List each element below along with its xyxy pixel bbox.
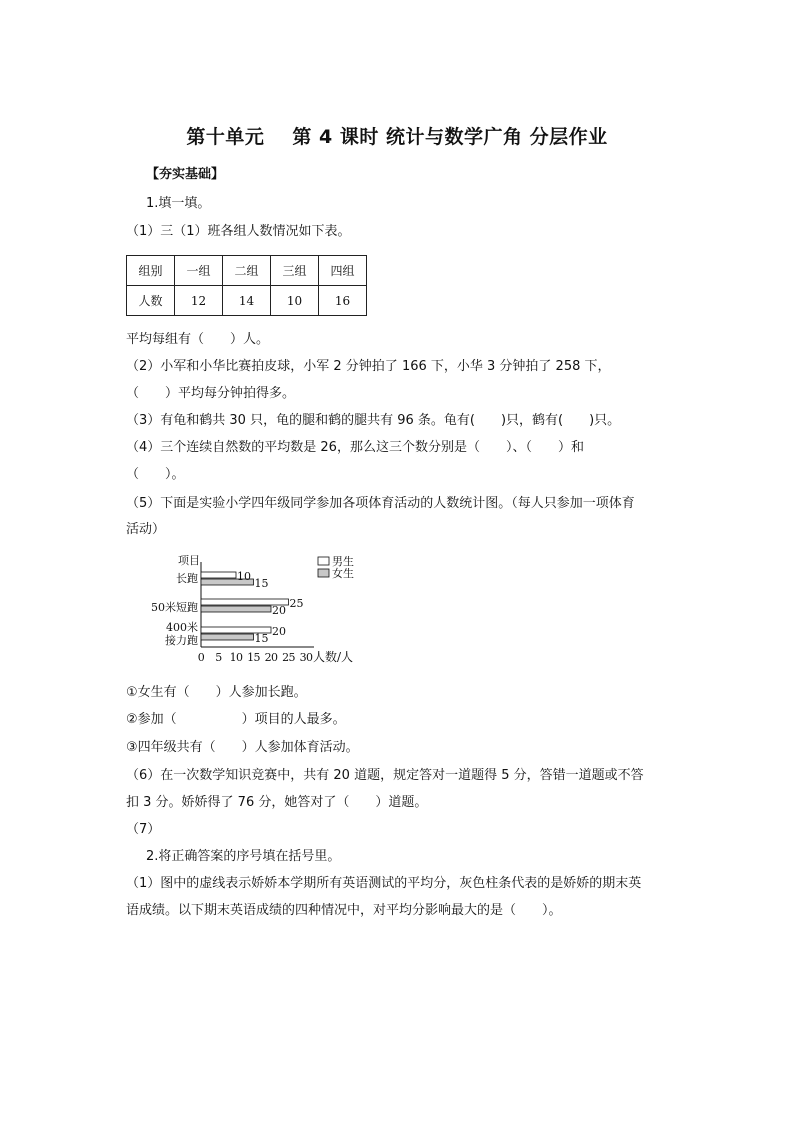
- x-tick-label: 0: [197, 651, 205, 664]
- q1-p4-line2: （ ）。: [126, 467, 185, 482]
- table-cell: 三组: [271, 256, 319, 286]
- lesson-title: 第 4 课时 统计与数学广角 分层作业: [292, 126, 608, 148]
- q1-heading: 1.填一填。: [146, 196, 211, 211]
- q1-p3: （3）有龟和鹤共 30 只，龟的腿和鹤的腿共有 96 条。龟有( )只，鹤有( )只。: [126, 413, 621, 428]
- sports-bar-chart: [128, 548, 378, 670]
- table-cell: 人数: [127, 286, 175, 316]
- bar-value-label: 10: [237, 570, 251, 583]
- bar-value-label: 15: [254, 632, 269, 645]
- q1-p2-line2: （ ）平均每分钟拍得多。: [126, 386, 296, 401]
- x-tick-label: 20: [264, 651, 278, 664]
- q1-p1-question: 平均每组有（ ）人。: [126, 332, 270, 347]
- table-row: [127, 256, 367, 286]
- q1-p1-intro: （1）三（1）班各组人数情况如下表。: [126, 224, 351, 239]
- q1-p5-line1: （5）下面是实验小学四年级同学参加各项体育活动的人数统计图。（每人只参加一项体育: [126, 496, 635, 511]
- bar-boys: [201, 572, 236, 578]
- q1-p5-sub3: ③四年级共有（ ）人参加体育活动。: [126, 740, 359, 755]
- q1-p5-line2: 活动）: [126, 522, 166, 537]
- bar-girls: [201, 634, 254, 640]
- legend-swatch: [318, 557, 329, 565]
- bar-girls: [201, 606, 271, 612]
- x-tick-label: 30: [299, 651, 313, 664]
- table-cell: 组别: [127, 256, 175, 286]
- x-tick-label: 15: [247, 651, 260, 664]
- x-tick-label: 5: [215, 651, 222, 664]
- table-cell: 14: [223, 286, 271, 316]
- q1-p6-line1: （6）在一次数学知识竞赛中，共有 20 道题，规定答对一道题得 5 分，答错一道题或不答: [126, 768, 644, 783]
- q2-heading: 2.将正确答案的序号填在括号里。: [146, 849, 341, 864]
- q1-p5-sub1: ①女生有（ ）人参加长跑。: [126, 685, 307, 700]
- y-axis-label: 项目: [178, 554, 200, 567]
- table-cell: 10: [271, 286, 319, 316]
- table-cell: 一组: [175, 256, 223, 286]
- page-title: [0, 122, 794, 149]
- legend-label: 女生: [332, 567, 354, 580]
- q1-p4-line1: （4）三个连续自然数的平均数是 26，那么这三个数分别是（ ）、（ ）和: [126, 440, 584, 455]
- group-count-table: [126, 255, 367, 316]
- q1-p7: （7）: [126, 822, 161, 837]
- bar-value-label: 25: [289, 597, 304, 610]
- legend-label: 男生: [332, 555, 354, 568]
- category-label: 长跑: [176, 572, 198, 585]
- chart-legend: [318, 554, 354, 580]
- q2-p1-line2: 语成绩。以下期末英语成绩的四种情况中，对平均分影响最大的是（ ）。: [126, 903, 562, 918]
- unit-title: 第十单元: [186, 126, 265, 148]
- table-row: [127, 286, 367, 316]
- x-axis-label: 人数/人: [313, 650, 354, 664]
- bar-value-label: 20: [272, 604, 286, 617]
- category-label: 400米: [166, 621, 198, 634]
- x-tick-label: 25: [282, 651, 295, 664]
- table-cell: 二组: [223, 256, 271, 286]
- table-cell: 12: [175, 286, 223, 316]
- category-label: 接力跑: [165, 634, 198, 647]
- category-label: 50米短跑: [151, 601, 198, 614]
- table-cell: 16: [319, 286, 367, 316]
- x-tick-label: 10: [229, 651, 243, 664]
- q2-p1-line1: （1）图中的虚线表示娇娇本学期所有英语测试的平均分，灰色柱条代表的是娇娇的期末英: [126, 876, 642, 891]
- legend-swatch: [318, 569, 329, 577]
- q1-p6-line2: 扣 3 分。娇娇得了 76 分，她答对了（ ）道题。: [126, 795, 428, 810]
- section-heading: 【夯实基础】: [146, 167, 225, 182]
- q1-p2-line1: （2）小军和小华比赛拍皮球，小军 2 分钟拍了 166 下，小华 3 分钟拍了 258 下，: [126, 359, 611, 374]
- bar-value-label: 20: [272, 625, 286, 638]
- q1-p5-sub2: ②参加（ ）项目的人最多。: [126, 712, 346, 727]
- bar-value-label: 15: [254, 577, 269, 590]
- table-cell: 四组: [319, 256, 367, 286]
